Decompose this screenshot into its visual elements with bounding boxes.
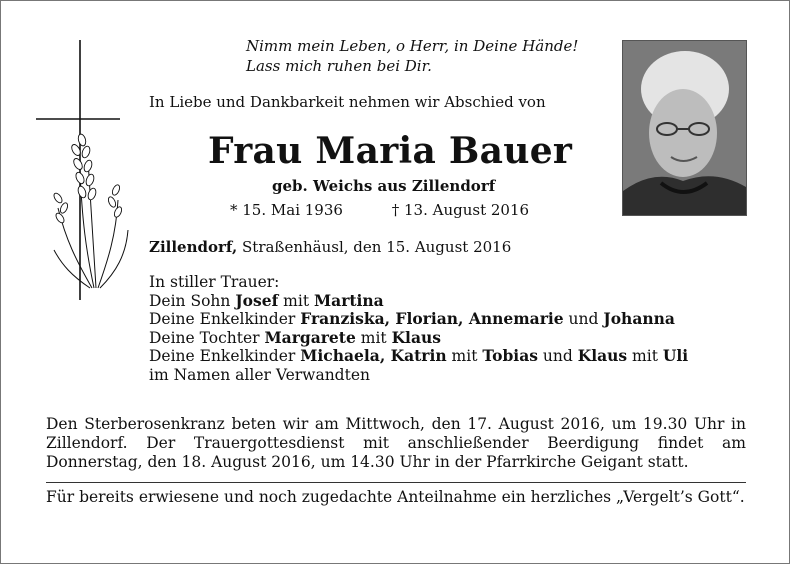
mourners-heading: In stiller Trauer: <box>149 273 280 291</box>
place-rest: Straßenhäusl, den 15. August 2016 <box>237 238 512 256</box>
quote-line: Lass mich ruhen bei Dir. <box>246 57 432 75</box>
mourner-line: im Namen aller Verwandten <box>149 365 370 384</box>
divider <box>46 482 746 483</box>
deceased-name: Frau Maria Bauer <box>208 130 573 172</box>
mourner-line: Deine Tochter Margarete mit Klaus <box>149 327 441 347</box>
mourner-line: Deine Enkelkinder Franziska, Florian, Annemarie und Johanna <box>149 309 675 328</box>
mourner-line: Dein Sohn Josef mit Martina <box>149 290 384 310</box>
funeral-note: Den Sterberosenkranz beten wir am Mittwoch, den 17. August 2016, um 19.30 Uhr in Zillendorf. Der Trauergottesdienst mit anschließender Beerdigung findet am Donnerstag, den 18. August 2016, um 14.30 Uhr in der Pfarrkirche Geigant statt. <box>46 415 746 471</box>
mourners-list <box>149 273 688 384</box>
birth-date: * 15. Mai 1936 <box>230 201 343 219</box>
quote <box>246 36 578 76</box>
intro-text: In Liebe und Dankbarkeit nehmen wir Abschied von <box>149 93 546 111</box>
portrait-photo-drawing <box>623 41 746 215</box>
quote-line: Nimm mein Leben, o Herr, in Deine Hände! <box>246 37 579 55</box>
portrait-photo <box>622 40 747 216</box>
place-and-date <box>149 238 511 256</box>
life-dates <box>230 201 529 219</box>
mourner-line: Deine Enkelkinder Michaela, Katrin mit Tobias und Klaus mit Uli <box>149 346 689 365</box>
place-town: Zillendorf, <box>149 238 238 256</box>
thanks-note: Für bereits erwiesene und noch zugedachte Anteilnahme ein herzliches „Vergelt’s Gott“. <box>46 488 745 506</box>
cross-with-wheat-icon <box>36 40 136 300</box>
death-date: † 13. August 2016 <box>391 201 530 219</box>
birth-name: geb. Weichs aus Zillendorf <box>272 177 496 195</box>
